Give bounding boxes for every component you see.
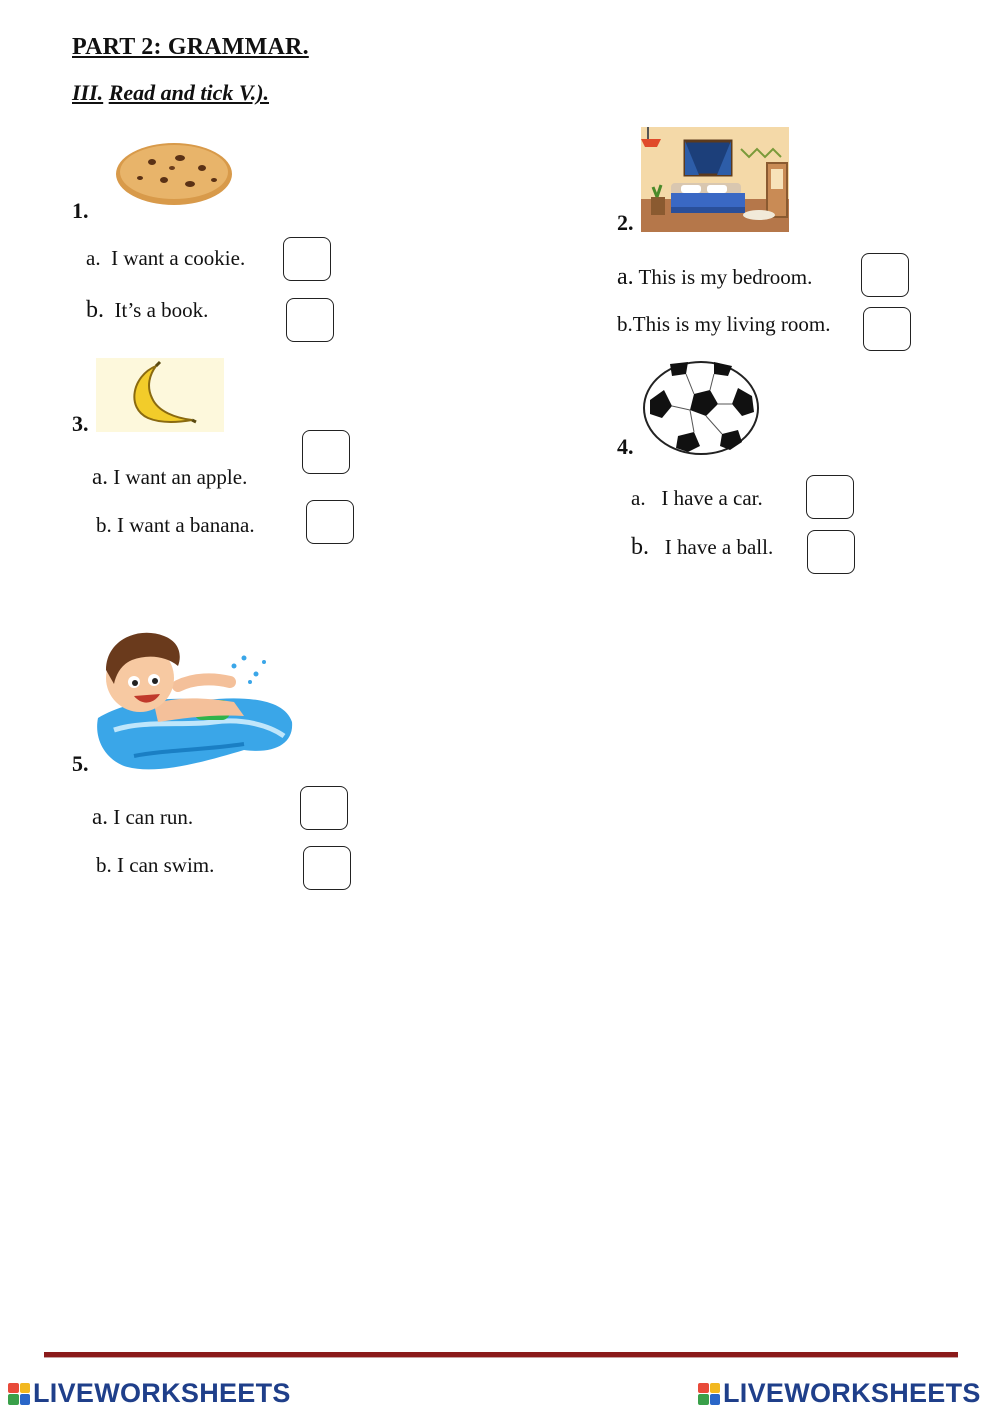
question-3-option-b: [96, 513, 255, 538]
option-text: I want a cookie.: [111, 246, 246, 270]
question-1-option-b-checkbox[interactable]: [286, 298, 334, 342]
question-1-option-b: [86, 297, 208, 324]
question-3-option-a: [92, 464, 247, 490]
question-2-number: 2.: [617, 210, 634, 235]
option-text: I have a ball.: [664, 535, 774, 559]
question-1-number: 1.: [72, 198, 89, 223]
question-2-option-b: [617, 312, 831, 337]
option-letter: b.: [617, 312, 633, 336]
question-3-option-b-checkbox[interactable]: [306, 500, 354, 544]
bedroom-image: [641, 127, 789, 232]
question-2-option-a: [617, 264, 812, 291]
question-5-option-b-checkbox[interactable]: [303, 846, 351, 890]
section-number: III.: [72, 80, 104, 105]
option-text: I want a banana.: [117, 513, 255, 537]
question-2-option-a-checkbox[interactable]: [861, 253, 909, 297]
question-3-number: 3.: [72, 411, 89, 436]
question-1-option-a-checkbox[interactable]: [283, 237, 331, 281]
section-instruction: [72, 80, 269, 106]
brand-text: LIVEWORKSHEETS: [723, 1378, 981, 1408]
option-text: I can swim.: [117, 853, 215, 877]
liveworksheets-logo-right[interactable]: [698, 1378, 981, 1409]
question-4-option-a: [631, 486, 763, 511]
question-5-number: 5.: [72, 751, 89, 776]
option-letter: a.: [617, 264, 634, 290]
liveworksheets-logo-left[interactable]: [8, 1378, 291, 1409]
option-letter: b.: [86, 297, 104, 323]
brand-text: LIVEWORKSHEETS: [33, 1378, 291, 1408]
option-letter: b.: [631, 534, 649, 560]
option-text: I want an apple.: [113, 465, 248, 489]
option-letter: a.: [86, 246, 101, 270]
question-4-option-b: [631, 534, 773, 561]
instruction-text: Read and tick V.).: [108, 80, 270, 105]
question-5-option-b: [96, 853, 214, 878]
question-1-option-a: [86, 246, 245, 271]
option-letter: a.: [631, 486, 646, 510]
page-title: PART 2: GRAMMAR.: [72, 34, 309, 60]
question-4-option-a-checkbox[interactable]: [806, 475, 854, 519]
banana-image: [96, 358, 224, 432]
swimming-boy-image: [94, 626, 296, 774]
question-3-option-a-checkbox[interactable]: [302, 430, 350, 474]
liveworksheets-icon: [8, 1383, 30, 1405]
question-4-number: 4.: [617, 434, 634, 459]
option-letter: a.: [92, 464, 108, 489]
question-4-option-b-checkbox[interactable]: [807, 530, 855, 574]
question-5-option-a: [92, 804, 193, 830]
option-text: This is my bedroom.: [638, 265, 813, 289]
option-text: This is my living room.: [632, 312, 831, 336]
option-letter: b.: [96, 853, 112, 877]
question-2-option-b-checkbox[interactable]: [863, 307, 911, 351]
question-5-option-a-checkbox[interactable]: [300, 786, 348, 830]
liveworksheets-icon: [698, 1383, 720, 1405]
soccer-ball-image: [642, 360, 760, 456]
option-text: I can run.: [113, 805, 194, 829]
option-letter: b.: [96, 513, 112, 537]
footer-rule: [44, 1352, 958, 1358]
option-text: It’s a book.: [114, 298, 209, 322]
option-text: I have a car.: [661, 486, 763, 510]
cookie-image: [114, 140, 234, 208]
option-letter: a.: [92, 804, 108, 829]
